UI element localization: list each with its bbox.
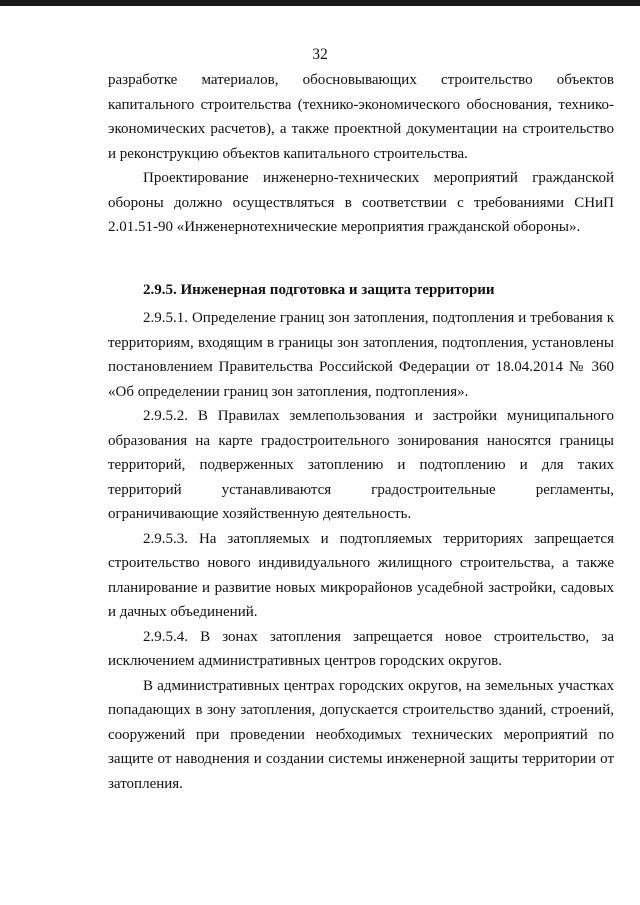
paragraph: 2.9.5.2. В Правилах землепользования и застройки муниципального образования на карте градостроительного зонирования наносятся границы территорий, подверженных затоплению и подтоплению и для таких территорий устанавливаются градостроительные регламенты, ограничивающие хозяйственную деятельность. <box>108 408 614 522</box>
section-text-block <box>108 306 614 796</box>
section-heading: 2.9.5. Инженерная подготовка и защита территории <box>143 282 495 298</box>
paragraph: В административных центрах городских округов, на земельных участках попадающих в зону затопления, допускается строительство зданий, строений, сооружений при проведении необходимых технических мероприятий по защите от наводнения и создании системы инженерной защиты территории от затопления. <box>108 677 614 792</box>
page-number: 32 <box>312 46 328 63</box>
intro-text-block <box>108 68 614 240</box>
paragraph: Проектирование инженерно-технических мероприятий гражданской обороны должно осуществляться в соответствии с требованиями СНиП 2.01.51-90 «Инженернотехнические мероприятия гражданской обороны». <box>108 170 614 235</box>
paragraph: разработке материалов, обосновывающих строительство объектов капитального строительства (технико-экономического обоснования, технико-экономических расчетов), а также проектной документации на строительство и реконструкцию объектов капитального строительства. <box>108 72 614 162</box>
paragraph: 2.9.5.3. На затопляемых и подтопляемых территориях запрещается строительство нового индивидуального жилищного строительства, а также планирование и развитие новых микрорайонов усадебной застройки, садовых и дачных объединений. <box>108 530 614 620</box>
paragraph: 2.9.5.4. В зонах затопления запрещается новое строительство, за исключением административных центров городских округов. <box>108 628 614 669</box>
paragraph: 2.9.5.1. Определение границ зон затопления, подтопления и требования к территориям, входящим в границы зон затопления, подтопления, установлены постановлением Правительства Российской Федерации от 18.04.2014 № 360 «Об определении границ зон затопления, подтопления». <box>108 310 614 400</box>
